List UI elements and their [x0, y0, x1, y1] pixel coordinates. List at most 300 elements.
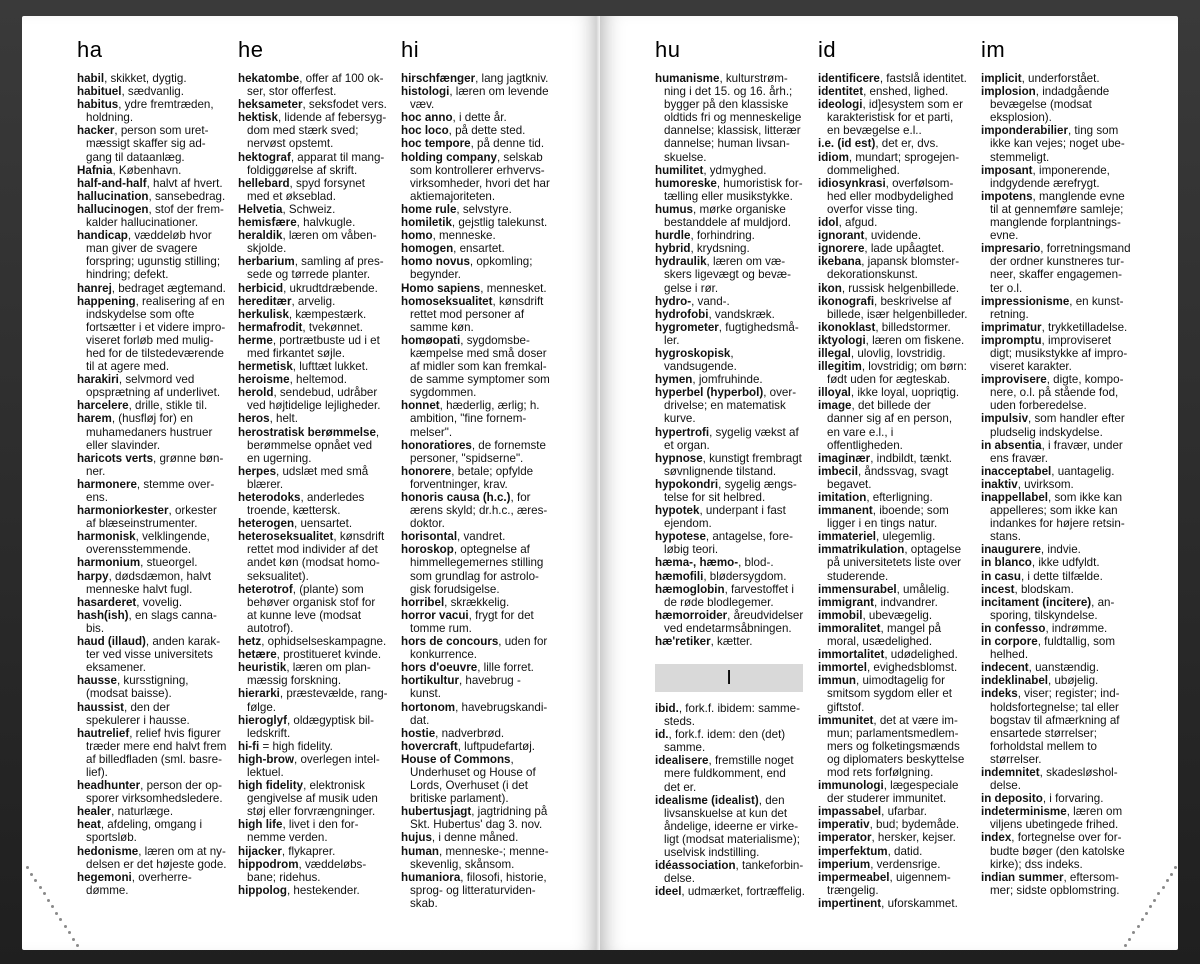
entry-term: high life: [238, 818, 283, 832]
entry-definition: , læren om væskers ligevægt og bevægelse i rør.: [664, 255, 791, 295]
dictionary-entry: [655, 702, 805, 728]
dictionary-entry: [77, 190, 227, 203]
stitch-dot: [51, 905, 54, 908]
dictionary-entry: [401, 740, 551, 753]
dictionary-entry: [238, 386, 388, 412]
entry-term: hyperbel (hyperbol): [655, 386, 764, 400]
entry-term: homøopati: [401, 333, 461, 347]
entry-term: hemisfære: [238, 216, 297, 230]
entry-term: handicap: [77, 229, 128, 243]
dictionary-entry: [77, 98, 227, 124]
entry-definition: , stueorgel.: [140, 556, 198, 570]
entry-term: imitation: [818, 491, 867, 504]
dictionary-entry: [77, 805, 227, 818]
entry-term: immun: [818, 674, 857, 688]
right-page: [600, 16, 1178, 950]
dictionary-entry: [401, 111, 551, 124]
dictionary-entry: [818, 661, 968, 674]
entry-term: imperator: [818, 831, 872, 845]
entry-term: herold: [238, 386, 274, 400]
entry-definition: , en slags cannabis.: [86, 608, 217, 635]
stitch-dot: [1153, 899, 1156, 902]
entry-term: id.: [655, 728, 669, 742]
dictionary-entry: [818, 805, 968, 818]
entry-definition: , i dette tilfælde.: [1020, 569, 1103, 583]
entry-definition: , (husfløj for) en muhamedaners hustruer eller slavinder.: [86, 412, 213, 452]
entry-term: hektograf: [238, 150, 291, 164]
dictionary-entry: [981, 321, 1131, 334]
entry-list: [401, 72, 551, 910]
entry-term: incitament (incitere): [981, 595, 1092, 609]
entry-term: ikonografi: [818, 294, 875, 308]
entry-term: horribel: [401, 595, 445, 609]
dictionary-entry: [238, 360, 388, 373]
entry-term: herostratisk berømmelse: [238, 425, 376, 439]
entry-definition: , fork.f. ibidem: sammesteds.: [664, 702, 800, 729]
dictionary-entry: [401, 530, 551, 543]
entry-term: harmonere: [77, 477, 137, 491]
entry-term: Homo sapiens: [401, 281, 481, 295]
dictionary-entry: [655, 242, 805, 255]
entry-term: index: [981, 831, 1012, 845]
stitch-dot: [47, 899, 50, 902]
entry-term: harpy: [77, 569, 109, 583]
entry-term: Hafnia: [77, 163, 113, 177]
dictionary-entry: [238, 714, 388, 740]
entry-term: heksameter: [238, 98, 303, 112]
dictionary-entry: [818, 295, 968, 321]
dictionary-entry: [655, 754, 805, 793]
entry-term: haussist: [77, 700, 125, 714]
entry-term: hors d'oeuvre: [401, 661, 478, 675]
dictionary-entry: [401, 85, 551, 111]
entry-definition: , verdensrige.: [870, 857, 941, 871]
entry-definition: , ikke loyal, uopriqtig.: [850, 386, 960, 400]
dictionary-entry: [77, 412, 227, 451]
entry-term: hetære: [238, 648, 277, 662]
entry-term: heat: [77, 818, 101, 832]
entry-term: ideologi: [818, 98, 863, 112]
entry-definition: , uantagelig.: [1051, 464, 1115, 478]
entry-definition: , kæmpestærk.: [288, 307, 367, 321]
entry-term: idol: [818, 216, 839, 230]
entry-term: heterotrof: [238, 582, 293, 596]
entry-term: incest: [981, 582, 1015, 596]
dictionary-entry: [401, 137, 551, 150]
entry-list: [77, 72, 227, 897]
stitch-dot: [1174, 866, 1177, 869]
entry-definition: , arvelig.: [291, 294, 336, 308]
entry-term: indian summer: [981, 870, 1064, 884]
dictionary-entry: [981, 831, 1131, 870]
entry-definition: , ikke udfyldt.: [1031, 556, 1100, 570]
entry-definition: , ukrudtdræbende.: [283, 281, 378, 295]
dictionary-entry: [981, 164, 1131, 190]
entry-term: impresario: [981, 242, 1041, 256]
section-letter: I: [726, 667, 732, 689]
dictionary-entry: [818, 242, 968, 255]
dictionary-entry: [655, 728, 805, 754]
entry-term: hirschfænger: [401, 72, 476, 85]
entry-definition: , kønsdrift rettet mod personer af samme køn.: [410, 294, 544, 334]
entry-term: hydraulik: [655, 255, 707, 269]
entry-definition: , menneske.: [432, 229, 496, 243]
entry-definition: , lovstridig; om børn: født uden for ægteskab.: [827, 360, 967, 387]
entry-term: homoseksualitet: [401, 294, 493, 308]
entry-term: humus: [655, 202, 694, 216]
dictionary-entry: [818, 282, 968, 295]
entry-term: hippodrom: [238, 857, 299, 871]
entry-definition: , læren om at nydelsen er det højeste gode.: [86, 844, 227, 871]
entry-term: hekatombe: [238, 72, 300, 85]
entry-definition: , jomfruhinde.: [692, 373, 763, 387]
entry-term: illegal: [818, 346, 851, 360]
entry-definition: , lade upåagtet.: [864, 242, 945, 256]
dictionary-entry: [238, 858, 388, 884]
entry-definition: = high fidelity.: [259, 739, 333, 753]
entry-definition: , kulturstrømning i det 15. og 16. årh.; bygger på den klassiske oldtids fri og menneskelige dannelse; klassisk, litterær dannelse; human livsanskuelse.: [664, 72, 802, 164]
entry-definition: , uden for konkurrence.: [410, 635, 548, 662]
entry-definition: , vand-.: [691, 294, 730, 308]
entry-term: hujus: [401, 831, 432, 845]
entry-term: implosion: [981, 85, 1036, 99]
dictionary-entry: [401, 701, 551, 727]
dictionary-entry: [655, 530, 805, 556]
entry-definition: , selvmord ved opsprætning af underlivet.: [86, 373, 221, 400]
entry-term: hellebard: [238, 176, 290, 190]
entry-definition: , uanstændig.: [1028, 661, 1099, 675]
dictionary-entry: [981, 124, 1131, 163]
entry-definition: , russisk helgenbillede.: [841, 281, 960, 295]
entry-definition: , krydsning.: [690, 242, 750, 256]
entry-term: illoyal: [818, 386, 851, 400]
entry-definition: , luftpudefartøj.: [457, 739, 536, 753]
entry-term: idéassociation: [655, 859, 736, 873]
entry-term: harmonium: [77, 556, 141, 570]
stitch-dot: [1137, 925, 1140, 928]
entry-term: immunologi: [818, 779, 884, 793]
entry-term: hypotese: [655, 530, 706, 544]
entry-definition: , udmærket, fortræffelig.: [681, 885, 805, 899]
entry-term: humanisme: [655, 72, 720, 85]
entry-term: hæmorroider: [655, 608, 728, 622]
entry-term: immortel: [818, 661, 867, 675]
entry-definition: , væddeløbsbane; ridehus.: [247, 857, 367, 884]
dictionary-entry: [238, 517, 388, 530]
entry-definition: , den livsanskuelse at kun det åndelige, ideerne er virkeligt (modsat materialisme); uselvisk indstilling.: [664, 793, 800, 860]
dictionary-entry: [238, 661, 388, 687]
entry-definition: , væddeløb hvor man giver de svagere forspring; ugunstig stilling; hindring; defekt.: [86, 229, 221, 282]
entry-definition: , billedstormer.: [875, 320, 951, 334]
stitch-dot: [1166, 879, 1169, 882]
dictionary-entry: [981, 766, 1131, 792]
entry-term: indecent: [981, 661, 1029, 675]
entry-term: immensurabel: [818, 582, 897, 596]
dictionary-entry: [818, 98, 968, 137]
entry-definition: , udslæt med små blærer.: [247, 464, 369, 491]
entry-definition: , orkester af blæseinstrumenter.: [86, 504, 217, 531]
entry-definition: , blødersygdom.: [703, 569, 787, 583]
entry-definition: , bedraget ægtemand.: [111, 281, 226, 295]
entry-term: implicit: [981, 72, 1022, 85]
entry-term: impromptu: [981, 333, 1042, 347]
dictionary-entry: [818, 648, 968, 661]
entry-term: homiletik: [401, 216, 452, 230]
dictionary-entry: [401, 805, 551, 831]
entry-definition: , eftersommer; sidste opblomstring.: [990, 870, 1120, 897]
entry-term: herbarium: [238, 255, 295, 269]
entry-definition: , fugtighedsmåler.: [664, 320, 799, 347]
dictionary-entry: [981, 465, 1131, 478]
dictionary-entry: [818, 177, 968, 216]
entry-term: humilitet: [655, 163, 704, 177]
entry-term: happening: [77, 294, 136, 308]
entry-term: habitus: [77, 98, 119, 112]
dictionary-entry: [77, 818, 227, 844]
dictionary-entry: [818, 596, 968, 609]
dictionary-entry: [655, 203, 805, 229]
dictionary-entry: [655, 859, 805, 885]
entry-definition: , blod-.: [738, 556, 774, 570]
entry-term: heterodoks: [238, 491, 301, 504]
entry-term: ignorant: [818, 229, 865, 243]
entry-definition: , læren om planmæssig forskning.: [247, 661, 371, 688]
entry-term: honnet: [401, 399, 440, 413]
dictionary-entry: [818, 491, 968, 504]
column-heading: hu: [655, 37, 681, 62]
entry-definition: , en kunstretning.: [990, 294, 1124, 321]
entry-term: in confesso: [981, 621, 1046, 635]
dictionary-entry: [238, 465, 388, 491]
dictionary-entry: [238, 203, 388, 216]
dictionary-entry: [981, 792, 1131, 805]
entry-term: hæmoglobin: [655, 582, 725, 596]
entry-definition: , humoristisk fortælling eller musikstykke.: [664, 176, 803, 203]
entry-definition: , (plante) som behøver organisk stof for at kunne leve (modsat autotrof).: [247, 582, 376, 635]
entry-term: hermafrodit: [238, 320, 303, 334]
entry-definition: , kursstigning, (modsat baisse).: [86, 674, 189, 701]
dictionary-entry: [238, 151, 388, 177]
entry-definition: , sansebedrag.: [148, 189, 226, 203]
entry-term: imponderabilier: [981, 124, 1068, 138]
entry-definition: , ulegemlig.: [876, 530, 936, 544]
dictionary-entry: [401, 491, 551, 530]
dictionary-entry: [238, 98, 388, 111]
entry-term: healer: [77, 805, 112, 819]
entry-term: hydrofobi: [655, 307, 709, 321]
entry-definition: , realisering af en indskydelse som ofte fortsætter i et videre improviseret forløb med mulighed for de tilstedeværende til at agere med.: [86, 294, 226, 374]
entry-definition: , trykketilladelse.: [1041, 320, 1128, 334]
entry-definition: , havebrugskandidat.: [410, 700, 548, 727]
entry-definition: , det at være immun; parlamentsmedlemmers og folketingsmænds og diplomaters beskyttelse mod rets forfølgning.: [827, 713, 965, 779]
column-heading: im: [981, 37, 1006, 62]
entry-term: haricots verts: [77, 451, 154, 465]
dictionary-entry: [238, 255, 388, 281]
entry-term: hoc loco: [401, 124, 449, 138]
entry-definition: , vandskræk.: [708, 307, 775, 321]
entry-list: [981, 72, 1131, 897]
dictionary-entry: [655, 255, 805, 294]
entry-definition: , uvidende.: [864, 229, 922, 243]
stitch-dot: [30, 873, 33, 876]
entry-term: home rule: [401, 202, 457, 216]
dictionary-entry: [401, 334, 551, 399]
entry-definition: , på denne tid.: [470, 137, 545, 151]
dictionary-entry: [401, 216, 551, 229]
dictionary-entry: [77, 399, 227, 412]
entry-definition: , portrætbuste ud i et med firkantet søjle.: [247, 333, 380, 360]
dictionary-entry: [238, 373, 388, 386]
entry-definition: , blodskam.: [1014, 582, 1074, 596]
dictionary-entry: [655, 583, 805, 609]
dictionary-entry: [981, 295, 1131, 321]
entry-definition: , samling af pressede og tørrede planter.: [247, 255, 384, 282]
entry-term: idiom: [818, 150, 849, 164]
dictionary-entry: [818, 151, 968, 177]
entry-term: inappellabel: [981, 491, 1049, 504]
dictionary-entry: [981, 491, 1131, 543]
entry-term: hermetisk: [238, 360, 293, 374]
dictionary-entry: [981, 661, 1131, 674]
entry-definition: , underpant i fast ejendom.: [664, 504, 786, 531]
entry-term: iktyologi: [818, 333, 866, 347]
entry-definition: , datid.: [887, 844, 923, 858]
entry-definition: , iboende; som ligger i en tings natur.: [827, 504, 949, 531]
dictionary-entry: [77, 779, 227, 805]
dictionary-entry: [818, 871, 968, 897]
entry-definition: , fremstille noget mere fuldkomment, end det er.: [664, 754, 794, 794]
entry-definition: , lille forret.: [477, 661, 534, 675]
dictionary-entry: [818, 137, 968, 150]
entry-term: inacceptabel: [981, 464, 1052, 478]
entry-term: hypokondri: [655, 477, 719, 491]
entry-definition: , i dette år.: [452, 111, 507, 125]
dictionary-entry: [401, 229, 551, 242]
entry-term: hoc anno: [401, 111, 453, 125]
entry-term: hybrid: [655, 242, 691, 256]
entry-term: holding company: [401, 150, 497, 164]
entry-definition: , læren om våbenskjolde.: [247, 229, 377, 256]
dictionary-entry: [77, 124, 227, 163]
dictionary-entry: [238, 334, 388, 360]
dictionary-entry: [818, 583, 968, 596]
dictionary-entry: [818, 452, 968, 465]
entry-definition: , elektronisk gengivelse af musik uden støj eller forvrængninger.: [247, 779, 378, 819]
dictionary-entry: [818, 818, 968, 831]
entry-term: Helvetia: [238, 202, 283, 216]
dictionary-entry: [818, 360, 968, 386]
entry-definition: , sendebud, udråber ved højtidelige lejligheder.: [247, 386, 381, 413]
entry-definition: , optegnelse af himmellegemernes stilling som grundlag for astrologisk forudsigelse.: [410, 543, 544, 596]
entry-definition: , optagelse på universitetets liste over studerende.: [827, 543, 962, 583]
entry-definition: , de fornemste personer, "spidserne".: [410, 438, 546, 465]
entry-definition: , flykaprer.: [281, 844, 336, 858]
dictionary-entry: [655, 321, 805, 347]
entry-term: indeklinabel: [981, 674, 1049, 688]
dictionary-entry: [77, 845, 227, 871]
entry-definition: , kønsdrift rettet mod individer af det andet køn (modsat homoseksualitet).: [247, 530, 385, 583]
dictionary-entry: [818, 897, 968, 910]
entry-term: hovercraft: [401, 739, 458, 753]
entry-definition: , Underhuset og House of Lords, Overhuset (i det britiske parlament).: [410, 752, 536, 806]
entry-definition: , indvandrer.: [874, 595, 938, 609]
entry-definition: , anden karakter ved visse universitets eksamener.: [86, 635, 221, 675]
entry-term: herbicid: [238, 281, 284, 295]
dictionary-entry: [818, 465, 968, 491]
entry-term: high fidelity: [238, 779, 304, 793]
dictionary-entry: [981, 242, 1131, 294]
entry-definition: , underforstået.: [1021, 72, 1100, 85]
entry-definition: , drille, stikle til.: [128, 399, 208, 413]
dictionary-entry: [238, 530, 388, 582]
entry-definition: , apparat til mangfoldiggørelse af skrift.: [247, 150, 385, 177]
entry-term: heroisme: [238, 373, 290, 387]
entry-term: honoratiores: [401, 438, 472, 452]
entry-definition: , id]esystem som er karakteristisk for et parti, en bevægelse e.l..: [827, 98, 963, 138]
entry-term: identitet: [818, 85, 864, 99]
dictionary-entry: [238, 583, 388, 635]
dictionary-entry: [655, 229, 805, 242]
entry-definition: , overfølsomhed eller modbydelighed overfor visse ting.: [827, 176, 954, 216]
dictionary-entry: [655, 452, 805, 478]
dictionary-entry: [981, 556, 1131, 569]
dictionary-entry: [238, 308, 388, 321]
entry-definition: , ydre fremtræden, holdning.: [86, 98, 214, 125]
entry-definition: , halvkugle.: [296, 216, 356, 230]
dictionary-entry: [77, 609, 227, 635]
entry-definition: , som ikke kan appelleres; som ikke kan indankes for højere retsinstans.: [990, 491, 1125, 544]
entry-definition: , indvie.: [1040, 543, 1081, 557]
entry-term: hierarki: [238, 687, 280, 701]
entry-term: headhunter: [77, 779, 141, 793]
entry-definition: , relief hvis figurer træder mere end halvt frem af billedfladen (sml. basrelief).: [86, 726, 227, 779]
stitch-dot: [39, 886, 42, 889]
entry-term: hautrelief: [77, 726, 130, 740]
dictionary-entry: [818, 386, 968, 399]
entry-definition: , ufarbar.: [881, 805, 927, 819]
entry-list-after-section: [655, 702, 805, 898]
dictionary-entry: [238, 111, 388, 150]
entry-term: hijacker: [238, 844, 282, 858]
dictionary-entry: [655, 885, 805, 898]
entry-definition: , efterligning.: [866, 491, 933, 504]
entry-term: heraldik: [238, 229, 283, 243]
entry-definition: , mangel på moral, usædelighed.: [827, 621, 942, 649]
entry-definition: , uimodtagelig for smitsom sygdom eller et giftstof.: [827, 674, 952, 714]
dictionary-entry: [77, 701, 227, 727]
entry-definition: , fuldtallig, som helhed.: [990, 635, 1116, 662]
entry-definition: , mennesket.: [480, 281, 547, 295]
entry-term: hygrometer: [655, 320, 719, 334]
dictionary-entry: [818, 622, 968, 648]
dictionary-entry: [401, 543, 551, 595]
dictionary-entry: [401, 151, 551, 203]
entry-list: [818, 72, 968, 910]
dictionary-entry: [655, 177, 805, 203]
entry-term: hostie: [401, 726, 436, 740]
dictionary-entry: [655, 373, 805, 386]
dictionary-entry: [401, 609, 551, 635]
dictionary-entry: [77, 556, 227, 569]
entry-definition: , naturlæge.: [111, 805, 174, 819]
dictionary-entry: [238, 753, 388, 779]
entry-definition: , som handler efter pludselig indskydelse.: [990, 412, 1125, 439]
entry-term: impotens: [981, 189, 1033, 203]
dictionary-entry: [238, 229, 388, 255]
entry-definition: , antagelse, foreløbig teori.: [664, 530, 793, 557]
entry-definition: , oldægyptisk billedskrift.: [247, 713, 374, 740]
stitch-dot: [1124, 944, 1127, 947]
